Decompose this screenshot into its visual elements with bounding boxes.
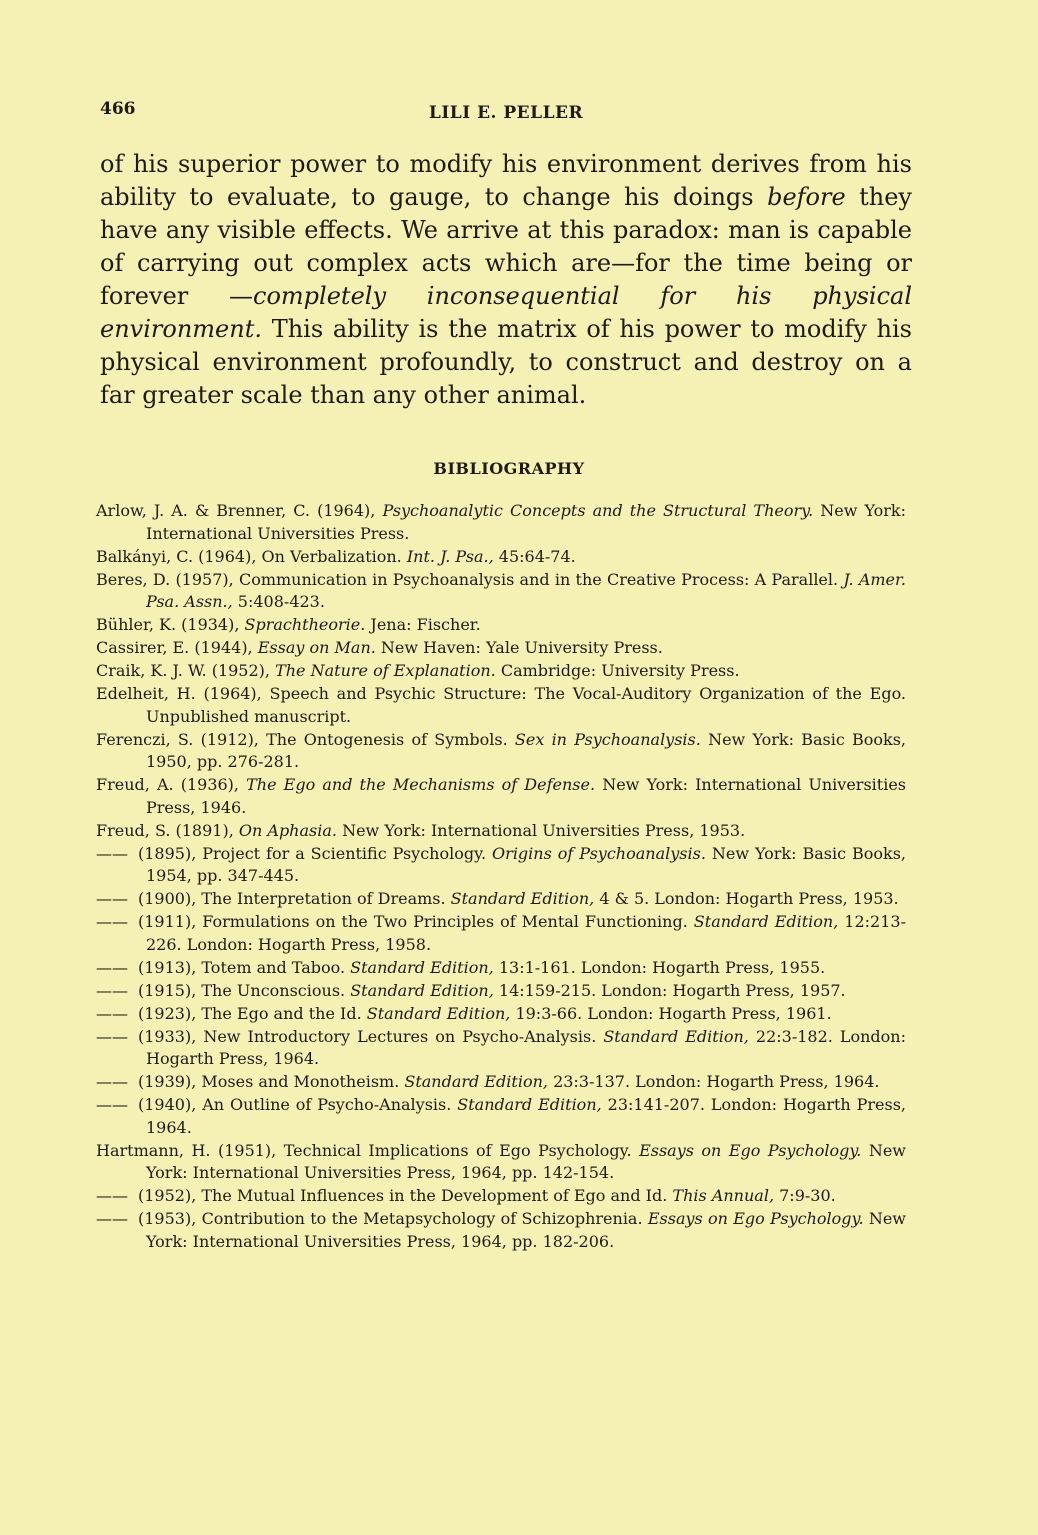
body-paragraph xyxy=(100,148,912,412)
bib-entry: Freud, A. (1936), The Ego and the Mechanisms of Defense. New York: International Universities Press, 1946. xyxy=(96,775,906,817)
bib-entry: Balkányi, C. (1964), On Verbalization. Int. J. Psa., 45:64-74. xyxy=(96,546,576,566)
bib-entry: —— (1939), Moses and Monotheism. Standard Edition, 23:3-137. London: Hogarth Press, 1964. xyxy=(96,1071,906,1094)
ditto-dash: —— xyxy=(96,889,128,908)
bib-entry: Arlow, J. A. & Brenner, C. (1964), Psychoanalytic Concepts and the Structural Theory. New York: International Universities Press. xyxy=(96,501,907,543)
bib-entry: Beres, D. (1957), Communication in Psychoanalysis and in the Creative Process: A Parallel. J. Amer. Psa. Assn., 5:408-423. xyxy=(96,569,907,611)
bib-entry: Freud, S. (1891), On Aphasia. New York: International Universities Press, 1953. xyxy=(96,820,746,840)
bib-entry: —— (1953), Contribution to the Metapsychology of Schizophrenia. Essays on Ego Psychology. New York: International Universities Press, 1964, pp. 182-206. xyxy=(96,1209,906,1251)
ditto-dash: —— xyxy=(96,1003,128,1023)
bib-entry: Craik, K. J. W. (1952), The Nature of Explanation. Cambridge: University Press. xyxy=(96,661,740,680)
bib-entry: —— (1940), An Outline of Psycho-Analysis. Standard Edition, 23:141-207. London: Hogarth Press, 1964. xyxy=(96,1095,907,1137)
bib-entry: —— (1913), Totem and Taboo. Standard Edition, 13:1-161. London: Hogarth Press, 1955. xyxy=(96,957,906,980)
bib-entry: Edelheit, H. (1964), Speech and Psychic Structure: The Vocal-Auditory Organization of the Ego. Unpublished manuscript. xyxy=(96,684,906,726)
bib-entry: —— (1933), New Introductory Lectures on Psycho-Analysis. Standard Edition, 22:3-182. London: Hogarth Press, 1964. xyxy=(96,1026,906,1068)
bib-entry: —— (1923), The Ego and the Id. Standard Edition, 19:3-66. London: Hogarth Press, 1961. xyxy=(96,1003,906,1026)
ditto-dash: —— xyxy=(96,1209,128,1228)
bibliography-heading: BIBLIOGRAPHY xyxy=(433,459,585,478)
ditto-dash: —— xyxy=(96,957,128,977)
running-head: LILI E. PELLER xyxy=(428,103,584,123)
ditto-dash: —— xyxy=(96,1072,128,1091)
paragraph: of his superior power to modify his environment derives from his ability to evaluate, to gauge, to change his doings before they have any visible effects. We arrive at this paradox: man is capable of carrying out complex acts which are—for the time being or forever —completely inconsequential for his physical environment. This ability is the matrix of his power to modify his physical environment profoundly, to construct and destroy on a far greater scale than any other animal. xyxy=(100,150,912,409)
bib-entry: Bühler, K. (1934), Sprachtheorie. Jena: Fischer. xyxy=(96,615,481,634)
page-header xyxy=(100,99,912,129)
bib-entry: —— (1895), Project for a Scientific Psychology. Origins of Psychoanalysis. New York: Basic Books, 1954, pp. 347-445. xyxy=(96,843,906,885)
bib-entry: Cassirer, E. (1944), Essay on Man. New Haven: Yale University Press. xyxy=(96,638,663,657)
ditto-dash: —— xyxy=(96,912,128,931)
bib-entry: —— (1900), The Interpretation of Dreams. Standard Edition, 4 & 5. London: Hogarth Press, 1953. xyxy=(96,888,906,911)
ditto-dash: —— xyxy=(96,980,128,1000)
ditto-dash: —— xyxy=(96,1095,128,1114)
ditto-dash: —— xyxy=(96,1186,128,1205)
ditto-dash: —— xyxy=(96,1026,128,1046)
bib-entry: —— (1952), The Mutual Influences in the Development of Ego and Id. This Annual, 7:9-30. xyxy=(96,1185,906,1208)
bib-entry: Ferenczi, S. (1912), The Ontogenesis of Symbols. Sex in Psychoanalysis. New York: Basic Books, 1950, pp. 276-281. xyxy=(96,729,906,771)
bib-entry: —— (1915), The Unconscious. Standard Edition, 14:159-215. London: Hogarth Press, 1957. xyxy=(96,980,906,1003)
page-number: 466 xyxy=(100,99,136,119)
bibliography-list xyxy=(96,500,906,1254)
bib-entry: —— (1911), Formulations on the Two Principles of Mental Functioning. Standard Edition, 12:213-226. London: Hogarth Press, 1958. xyxy=(96,912,907,954)
bib-entry: Hartmann, H. (1951), Technical Implications of Ego Psychology. Essays on Ego Psychology. New York: International Universities Press, 1964, pp. 142-154. xyxy=(96,1140,906,1182)
emphasis: completely inconsequential for his physical environment. xyxy=(100,282,912,343)
ditto-dash: —— xyxy=(96,843,128,863)
emphasis: before xyxy=(767,183,846,211)
